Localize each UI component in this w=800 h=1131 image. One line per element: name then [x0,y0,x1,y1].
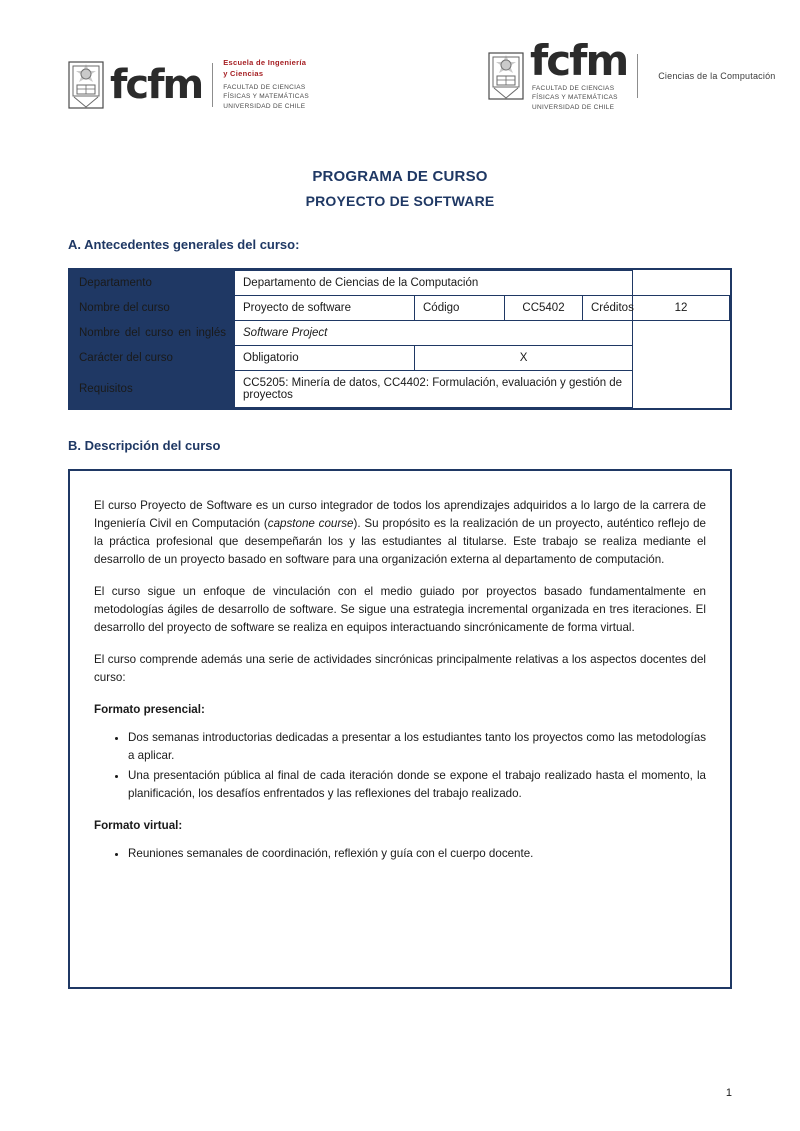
logo-line-facultad-right: FACULTAD DE CIENCIAS [532,85,615,92]
logo-line-ciencias: y Ciencias [223,68,264,78]
table-row-caracter [71,346,730,371]
university-crest-icon [68,61,104,109]
formato-presencial-label: Formato presencial: [94,702,205,716]
label-nombre-ingles: Nombre del curso en inglés [71,321,235,346]
formato-virtual-list [94,845,706,863]
logo-subtitle-right [532,84,627,112]
page-number: 1 [725,1087,732,1099]
fcfm-wordmark-left: fcfm [110,61,203,108]
formato-presencial-list [94,729,706,803]
section-a-heading: A. Antecedentes generales del curso: [68,237,300,252]
logo-line-escuela: Escuela de Ingeniería [223,58,307,67]
label-creditos: Créditos [583,296,633,321]
list-item: • Dos semanas introductorias dedicadas a presentar a los estudiantes tanto los proyectos como las metodologías a aplicar. [128,729,706,765]
antecedentes-table [70,270,730,408]
label-requisitos: Requisitos [71,371,235,408]
value-caracter-mark: X [415,346,633,371]
logo-ciencias-computacion [488,36,776,112]
document-header [0,0,800,120]
logo-line-fisicas-right: FÍSICAS Y MATEMÁTICAS [532,94,618,102]
logo-line-facultad: FACULTAD DE CIENCIAS [223,83,306,91]
value-requisitos: CC5205: Minería de datos, CC4402: Formulación, evaluación y gestión de proyectos [235,371,633,408]
logo-line-universidad: UNIVERSIDAD DE CHILE [223,102,306,110]
value-departamento: Departamento de Ciencias de la Computación [235,271,633,296]
value-caracter: Obligatorio [235,346,415,371]
descripcion-paragraph-1: El curso Proyecto de Software es un curso integrador de todos los aprendizajes adquiridos a lo largo de la carrera de Ingeniería Civil en Computación (capstone course). Su propósito es la realización de un proyecto, auténtico reflejo de la práctica profesional que desempeñarán los y las estudiantes al titularse. Este trabajo se realiza mediante el desarrollo de un proyecto basado en software para una organización externa al departamento de computación. [94,499,707,566]
fcfm-wordmark-right: fcfm [530,36,628,85]
label-caracter: Carácter del curso [71,346,235,371]
descripcion-paragraph-2: El curso sigue un enfoque de vinculación con el medio guiado por proyectos basado fundamentalmente en metodologías ágiles de desarrollo de software. Se sigue una estrategia incremental organizada en tres iteraciones. El desarrollo del proyecto de software se realiza en equipos interactuando sincrónicamente de forma virtual. [94,584,706,634]
label-codigo: Código [415,296,505,321]
logo-subtitle-left [223,58,309,111]
label-nombre-curso: Nombre del curso [71,296,235,321]
logo-line-fisicas: FÍSICAS Y MATEMÁTICAS [223,93,309,101]
page-subtitle: PROYECTO DE SOFTWARE [305,193,495,209]
list-item: • Una presentación pública al final de cada iteración donde se expone el trabajo realizado hasta el momento, la planificación, los desafíos enfrentados y las reflexiones del trabajo realizado. [128,767,706,803]
university-crest-icon-right [488,52,524,100]
value-nombre-curso: Proyecto de software [235,296,415,321]
logo-label-ciencias-computacion: Ciencias de la Computación [658,71,776,82]
logo-divider-right [637,54,638,98]
antecedentes-table-wrapper [68,268,732,410]
page-title: PROGRAMA DE CURSO [312,168,488,185]
section-b-heading: B. Descripción del curso [68,438,221,453]
logo-line-universidad-right: UNIVERSIDAD DE CHILE [532,103,615,111]
logo-divider-left [212,63,213,107]
descripcion-curso-box [68,469,732,989]
logo-escuela-ingenieria [68,58,309,111]
table-row-requisitos [71,371,730,408]
value-nombre-ingles: Software Project [235,321,633,346]
label-departamento: Departamento [71,271,235,296]
value-codigo: CC5402 [505,296,583,321]
table-row-departamento [71,271,730,296]
descripcion-paragraph-3: El curso comprende además una serie de actividades sincrónicas principalmente relativas a los aspectos docentes del curso: [94,652,706,684]
list-item: • Reuniones semanales de coordinación, reflexión y guía con el cuerpo docente. [128,845,706,863]
formato-virtual-label: Formato virtual: [94,818,183,832]
table-row-nombre-curso [71,296,730,321]
value-creditos: 12 [633,296,730,321]
table-row-nombre-ingles [71,321,730,346]
